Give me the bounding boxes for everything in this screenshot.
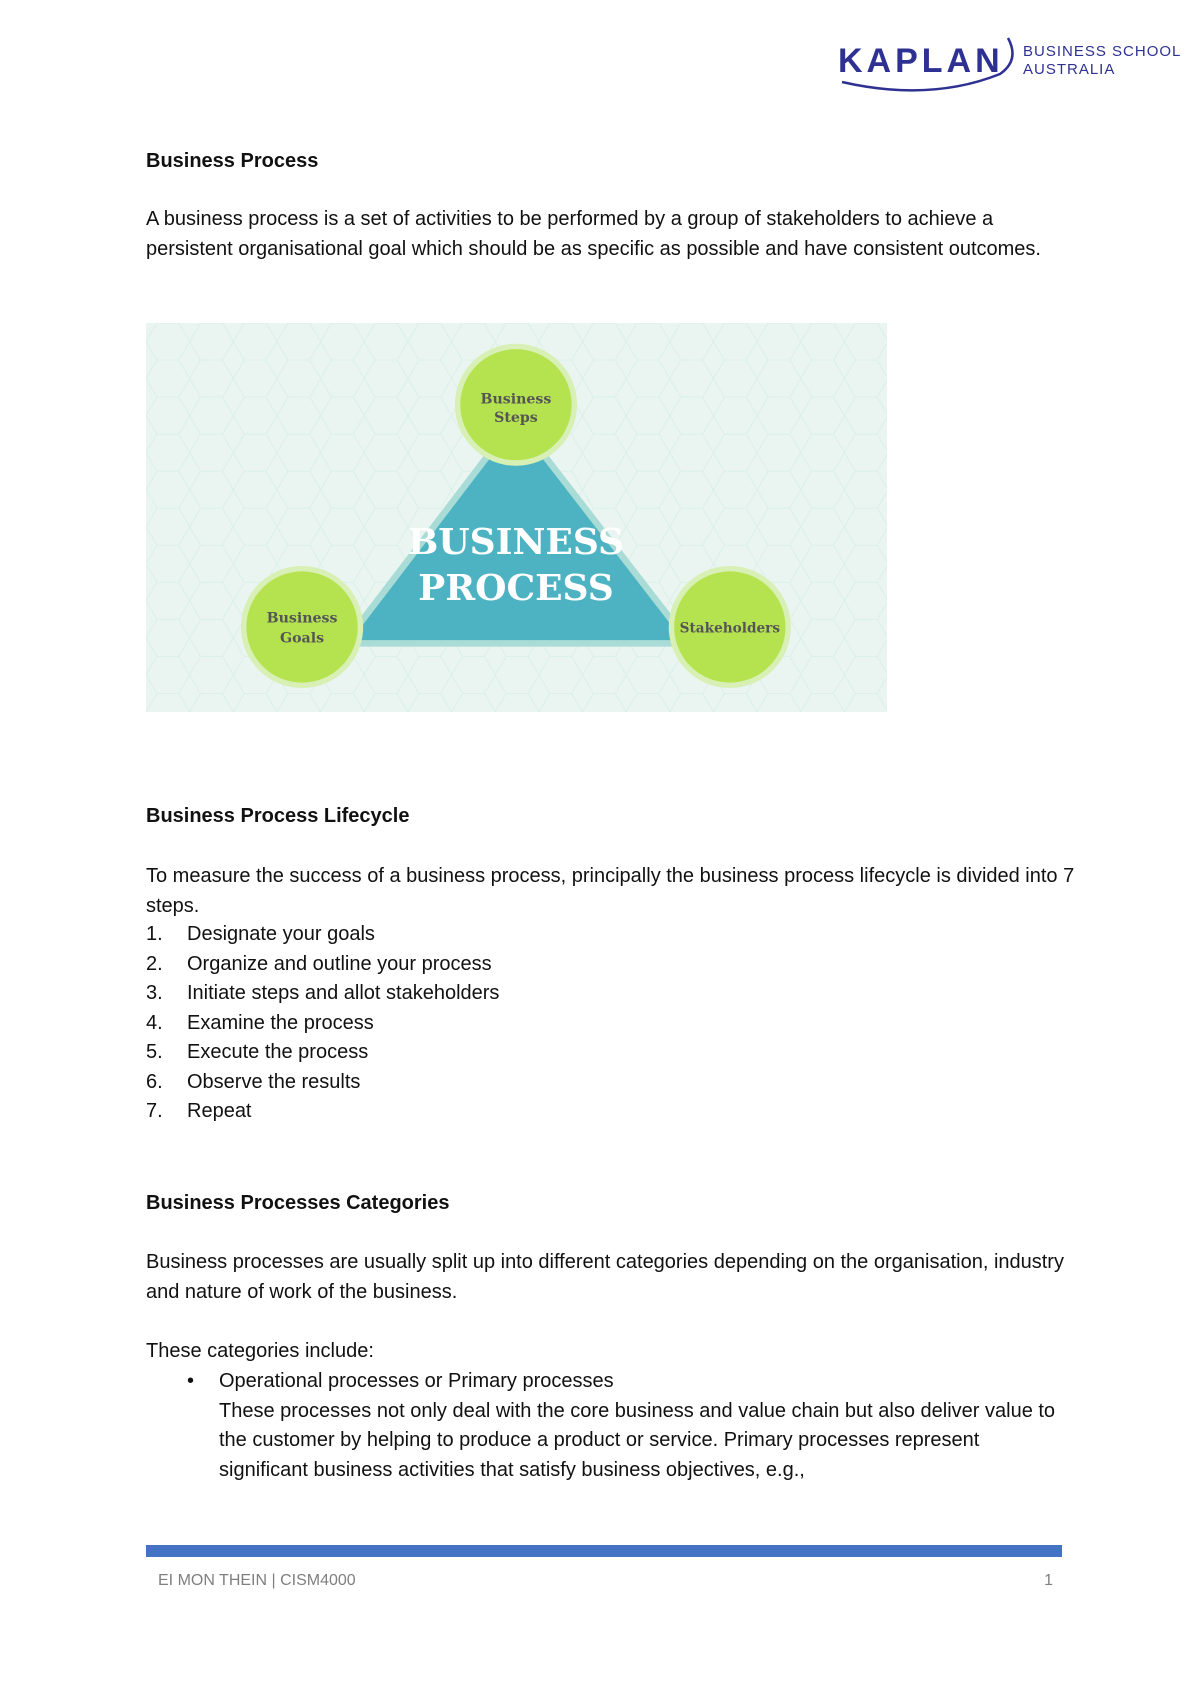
center-line-1: BUSINESS xyxy=(407,521,625,563)
business-process-paragraph: A business process is a set of activities to be performed by a group of stakeholders to achieve a persistent organisational goal which should be as specific as possible and have consistent outcomes. xyxy=(146,208,1041,260)
circle-business-steps xyxy=(455,344,577,466)
logo-sub-2: AUSTRALIA xyxy=(1023,61,1116,78)
bullet-title: Operational processes or Primary processes xyxy=(219,1370,614,1392)
kaplan-logo xyxy=(830,30,1190,100)
footer-divider xyxy=(146,1545,1062,1557)
list-item: 3. Initiate steps and allot stakeholders xyxy=(146,982,500,1004)
heading-lifecycle: Business Process Lifecycle xyxy=(146,805,410,827)
list-item: 5. Execute the process xyxy=(146,1041,369,1063)
circle-stakeholders xyxy=(669,566,791,688)
categories-intro: These categories include: xyxy=(146,1340,374,1362)
page-number: 1 xyxy=(1044,1572,1053,1589)
heading-business-process: Business Process xyxy=(146,150,319,172)
list-item: 6. Observe the results xyxy=(146,1070,361,1093)
list-item: 4. Examine the process xyxy=(146,1011,374,1034)
list-item: 7. Repeat xyxy=(146,1100,252,1122)
svg-text:Steps: Steps xyxy=(494,410,538,427)
list-item: 2. Organize and outline your process xyxy=(146,952,492,975)
categories-paragraph: Business processes are usually split up into different categories depending on the organisation, industry and nature of work of the business. xyxy=(146,1251,1064,1303)
business-process-diagram xyxy=(146,323,887,712)
logo-text: KAPLAN xyxy=(838,42,1004,80)
bullet-icon: • xyxy=(187,1370,195,1392)
heading-categories: Business Processes Categories xyxy=(146,1192,450,1214)
svg-text:Goals: Goals xyxy=(280,630,325,647)
svg-text:Business: Business xyxy=(480,391,552,408)
circle-business-goals xyxy=(241,566,363,688)
bullet-body: These processes not only deal with the core business and value chain but also deliver value to the customer by helping to produce a product or service. Primary processes represent significant business activities that satisfy business objectives, e.g., xyxy=(219,1399,1056,1481)
categories-bullet-list xyxy=(146,1367,1076,1485)
svg-text:Business: Business xyxy=(266,610,338,627)
lifecycle-paragraph: To measure the success of a business process, principally the business process lifecycle is divided into 7 steps. xyxy=(146,865,1075,917)
svg-text:Stakeholders: Stakeholders xyxy=(679,620,781,637)
lifecycle-steps-list xyxy=(146,920,1076,1127)
footer-author-course: EI MON THEIN | CISM4000 xyxy=(158,1572,356,1589)
footer xyxy=(158,1572,1053,1590)
list-item: 1. Designate your goals xyxy=(146,923,375,945)
logo-sub-1: BUSINESS SCHOOL xyxy=(1023,43,1182,60)
list-item xyxy=(146,1367,1076,1485)
center-line-2: PROCESS xyxy=(418,566,614,609)
